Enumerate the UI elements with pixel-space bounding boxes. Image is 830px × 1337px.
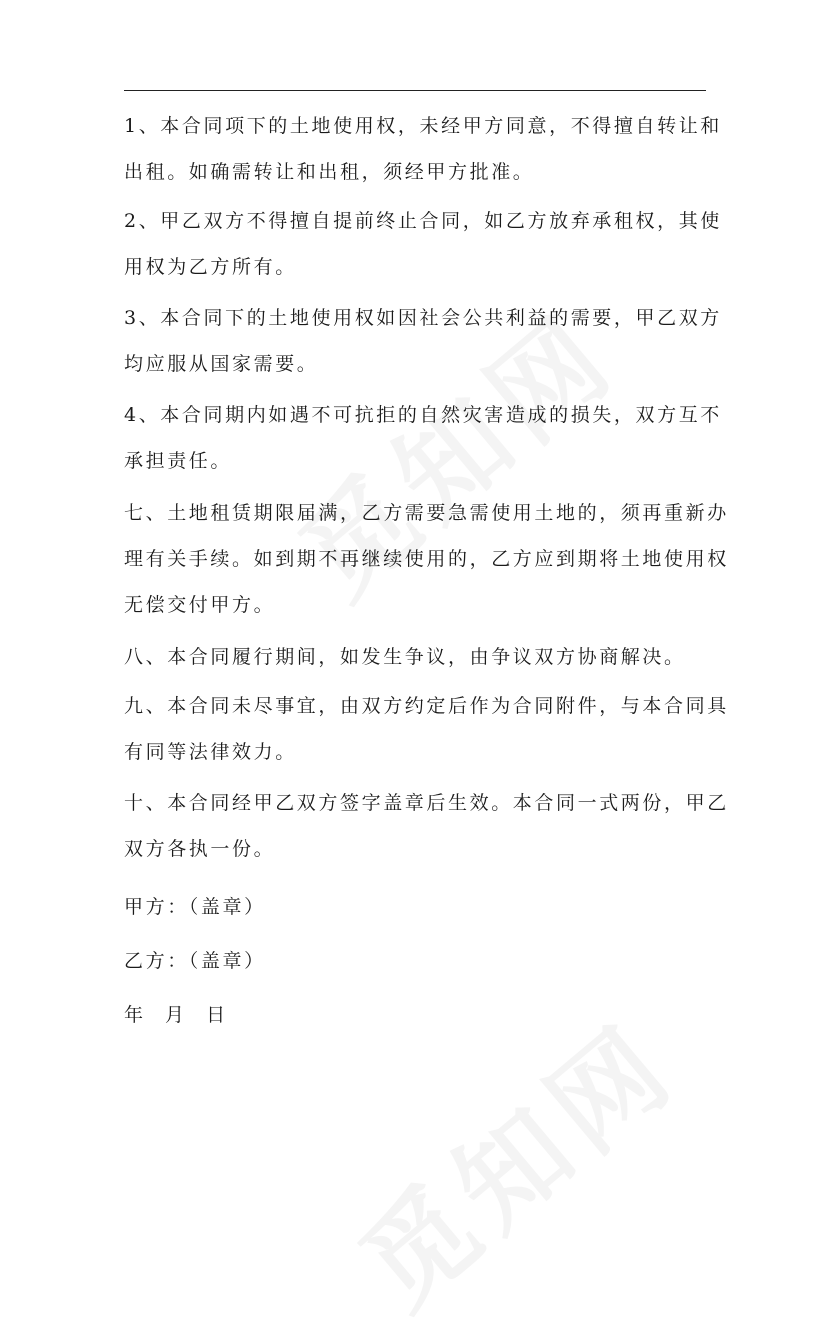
text-line: 无偿交付甲方。 [124, 594, 276, 616]
text-line: 七、土地租赁期限届满，乙方需要急需使用土地的，须再重新办 [124, 502, 729, 524]
clause-3 [124, 295, 722, 387]
text-line: 九、本合同未尽事宜，由双方约定后作为合同附件，与本合同具 [124, 695, 729, 717]
text-line: 1、本合同项下的土地使用权，未经甲方同意，不得擅自转让和 [124, 115, 722, 137]
clause-7 [124, 490, 729, 628]
clause-4 [124, 392, 722, 484]
text-line: 承担责任。 [124, 450, 233, 472]
header-rule [124, 90, 706, 91]
text-line: 4、本合同期内如遇不可抗拒的自然灾害造成的损失，双方互不 [124, 404, 722, 426]
text-line: 均应服从国家需要。 [124, 353, 319, 375]
text-line: 用权为乙方所有。 [124, 256, 297, 278]
text-line: 3、本合同下的土地使用权如因社会公共利益的需要，甲乙双方 [124, 307, 722, 329]
clause-1 [124, 103, 722, 195]
text-line: 出租。如确需转让和出租，须经甲方批准。 [124, 161, 535, 183]
clause-8 [124, 634, 710, 680]
text-line: 理有关手续。如到期不再继续使用的，乙方应到期将土地使用权 [124, 548, 729, 570]
signature-date: 年 月 日 [124, 1004, 234, 1026]
party-b-signature: 乙方：（盖章） [124, 950, 266, 972]
clause-9 [124, 683, 729, 775]
text-line: 双方各执一份。 [124, 838, 276, 860]
text-line: 八、本合同履行期间，如发生争议，由争议双方协商解决。 [124, 646, 686, 668]
clause-2 [124, 198, 722, 290]
text-line: 有同等法律效力。 [124, 741, 297, 763]
text-line: 2、甲乙双方不得擅自提前终止合同，如乙方放弃承租权，其使 [124, 210, 722, 232]
watermark-text-bottom [322, 981, 704, 1337]
text-line: 十、本合同经甲乙双方签字盖章后生效。本合同一式两份，甲乙 [124, 792, 729, 814]
clause-10 [124, 780, 729, 872]
party-a-signature: 甲方：（盖章） [124, 896, 266, 918]
